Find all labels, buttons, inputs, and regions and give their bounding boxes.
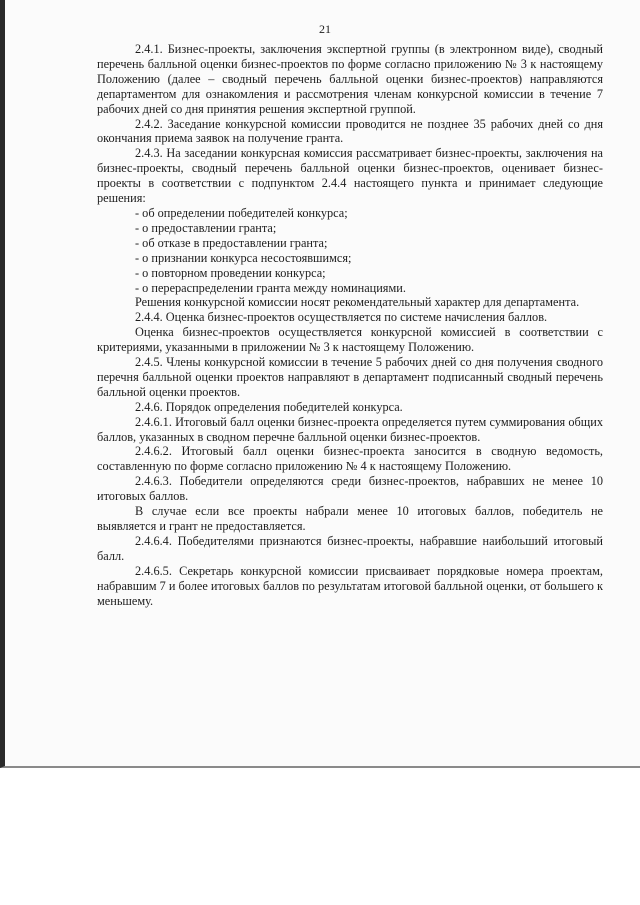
decision-list-item: - о повторном проведении конкурса; — [135, 265, 326, 280]
paragraph-2-4-1: 2.4.1. Бизнес-проекты, заключения экспертной группы (в электронном виде), сводный перечень балльной оценки бизнес-проектов по форме согласно приложению № 3 к настоящему Положению (далее – сводный перечень балльной оценки бизнес-проектов) направляются департаментом для ознакомления и рассмотрения членам конкурсной комиссии в течение 7 рабочих дней со дня принятия решения экспертной группой. — [97, 42, 603, 116]
paragraph-2-4-6-5: 2.4.6.5. Секретарь конкурсной комиссии присваивает порядковые номера проектам, набравшим 7 и более итоговых баллов по результатам итоговой балльной оценки, от большего к меньшему. — [97, 563, 603, 608]
paragraph-2-4-5: 2.4.5. Члены конкурсной комиссии в течение 5 рабочих дней со дня получения сводного перечня балльной оценки проектов направляют в департамент подписанный сводный перечень балльной оценки проектов. — [97, 355, 603, 399]
paragraph-evaluation-criteria: Оценка бизнес-проектов осуществляется конкурсной комиссией в соответствии с критериями, указанными в приложении № 3 к настоящему Положению. — [97, 325, 603, 355]
paragraph-2-4-4: 2.4.4. Оценка бизнес-проектов осуществляется по системе начисления баллов. — [135, 310, 548, 325]
decision-list-item: - о признании конкурса несостоявшимся; — [135, 250, 352, 265]
document-body — [97, 42, 603, 608]
paragraph-2-4-6: 2.4.6. Порядок определения победителей конкурса. — [135, 399, 403, 414]
decision-list-item: - о перераспределении гранта между номинациями. — [135, 280, 406, 295]
decision-list-item: - об определении победителей конкурса; — [135, 205, 348, 220]
paragraph-2-4-6-4: 2.4.6.4. Победителями признаются бизнес-проекты, набравшие наибольший итоговый балл. — [97, 533, 603, 563]
decision-list-item: - об отказе в предоставлении гранта; — [135, 235, 328, 250]
paragraph-no-winner: В случае если все проекты набрали менее 10 итоговых баллов, победитель не выявляется и грант не предоставляется. — [97, 504, 603, 533]
paragraph-2-4-3: 2.4.3. На заседании конкурсная комиссия рассматривает бизнес-проекты, заключения на бизнес-проекты, сводный перечень балльной оценки бизнес-проектов, оценивает бизнес-проекты в соответствии с подпунктом 2.4.4 настоящего пункта и принимает следующие решения: — [97, 146, 603, 206]
decision-list-item: - о предоставлении гранта; — [135, 220, 277, 235]
paragraph-2-4-6-3: 2.4.6.3. Победители определяются среди бизнес-проектов, набравших не менее 10 итоговых баллов. — [97, 474, 603, 504]
page-number: 21 — [319, 22, 331, 36]
paragraph-recommendation: Решения конкурсной комиссии носят рекомендательный характер для департамента. — [135, 295, 580, 310]
paragraph-2-4-6-2: 2.4.6.2. Итоговый балл оценки бизнес-проекта заносится в сводную ведомость, составленную по форме согласно приложению № 4 к настоящему Положению. — [97, 444, 603, 474]
paragraph-2-4-6-1: 2.4.6.1. Итоговый балл оценки бизнес-проекта определяется путем суммирования общих баллов, указанных в сводном перечне балльной оценки бизнес-проектов. — [97, 414, 603, 444]
paragraph-2-4-2: 2.4.2. Заседание конкурсной комиссии проводится не позднее 35 рабочих дней со дня окончания приема заявок на получение гранта. — [97, 116, 603, 146]
